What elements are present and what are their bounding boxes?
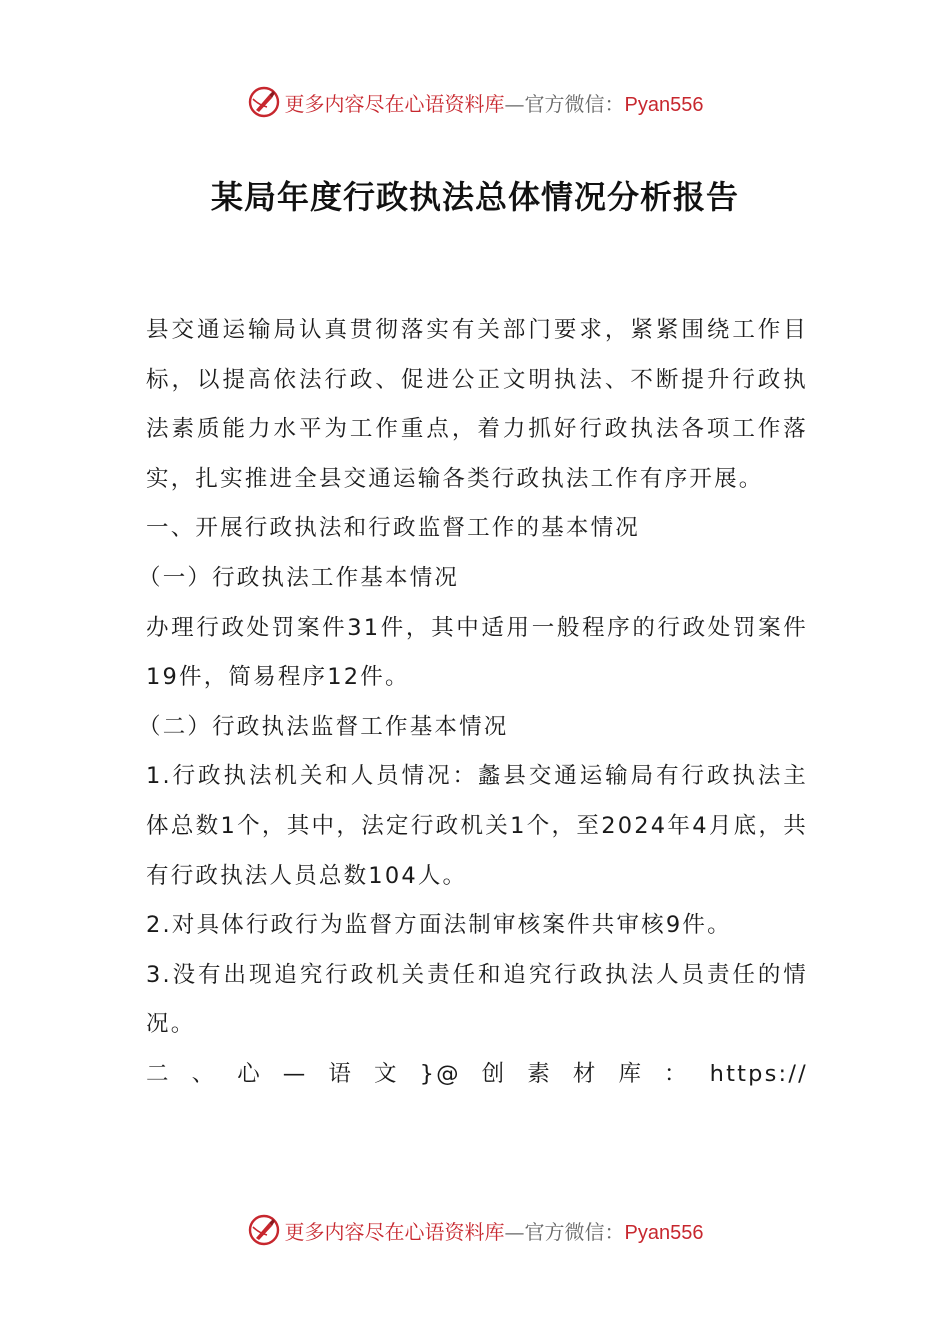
watermark-text <box>285 1216 704 1245</box>
last-line-token: 、 <box>191 1060 217 1087</box>
watermark-part1: 更多内容尽在心语资料库 <box>284 91 505 116</box>
item-2-paragraph: 2.对具体行政行为监督方面法制审核案件共审核9件。 <box>146 912 732 939</box>
intro-paragraph: 县交通运输局认真贯彻落实有关部门要求，紧紧围绕工作目标，以提高依法行政、促进公正文明执法、不断提升行政执法素质能力水平为工作重点，着力抓好行政执法各项工作落实，扎实推进全县交通运输各类行政执法工作有序开展。 <box>146 317 808 492</box>
last-line-token: 二 <box>146 1060 171 1087</box>
watermark-wechat-id: Pyan556 <box>624 93 704 116</box>
last-line-token: }@ <box>419 1060 461 1087</box>
last-line-token: 创 <box>481 1060 507 1087</box>
subsection-heading-2: （二）行政执法监督工作基本情况 <box>138 713 509 740</box>
last-line-token: 文 <box>373 1060 399 1087</box>
watermark-wechat-id: Pyan556 <box>624 1221 704 1244</box>
section-heading-1: 一、开展行政执法和行政监督工作的基本情况 <box>146 515 641 542</box>
pen-circle-logo-icon <box>247 1213 281 1247</box>
pen-circle-logo-icon <box>247 85 281 119</box>
watermark-part2: —官方微信： <box>504 91 625 116</box>
item-1-paragraph: 1.行政执法机关和人员情况：蠡县交通运输局有行政执法主体总数1个，其中，法定行政机关1个，至2024年4月底，共有行政执法人员总数104人。 <box>146 763 808 889</box>
last-line-token: 库 <box>618 1060 644 1087</box>
watermark-text <box>285 88 704 117</box>
watermark-banner-top <box>0 82 950 122</box>
penalty-cases-paragraph: 办理行政处罚案件31件，其中适用一般程序的行政处罚案件19件，简易程序12件。 <box>146 614 808 691</box>
last-line-token: 语 <box>328 1060 354 1087</box>
subsection-heading-1: （一）行政执法工作基本情况 <box>138 564 460 591</box>
last-line-token: — <box>282 1060 308 1087</box>
last-line-token: ： <box>664 1060 689 1087</box>
document-title: 某局年度行政执法总体情况分析报告 <box>210 178 739 216</box>
last-line-token: 素 <box>527 1060 552 1087</box>
last-line-token: 材 <box>572 1060 598 1087</box>
item-3-paragraph: 3.没有出现追究行政机关责任和追究行政执法人员责任的情况。 <box>146 961 808 1038</box>
last-line-token: 心 <box>237 1060 262 1087</box>
last-line-url[interactable]: https:// <box>709 1060 808 1087</box>
section-heading-2-line <box>146 1050 808 1100</box>
watermark-banner-bottom <box>0 1210 950 1250</box>
document-body <box>138 306 808 1100</box>
watermark-part1: 更多内容尽在心语资料库 <box>284 1219 505 1244</box>
watermark-part2: —官方微信： <box>504 1219 625 1244</box>
